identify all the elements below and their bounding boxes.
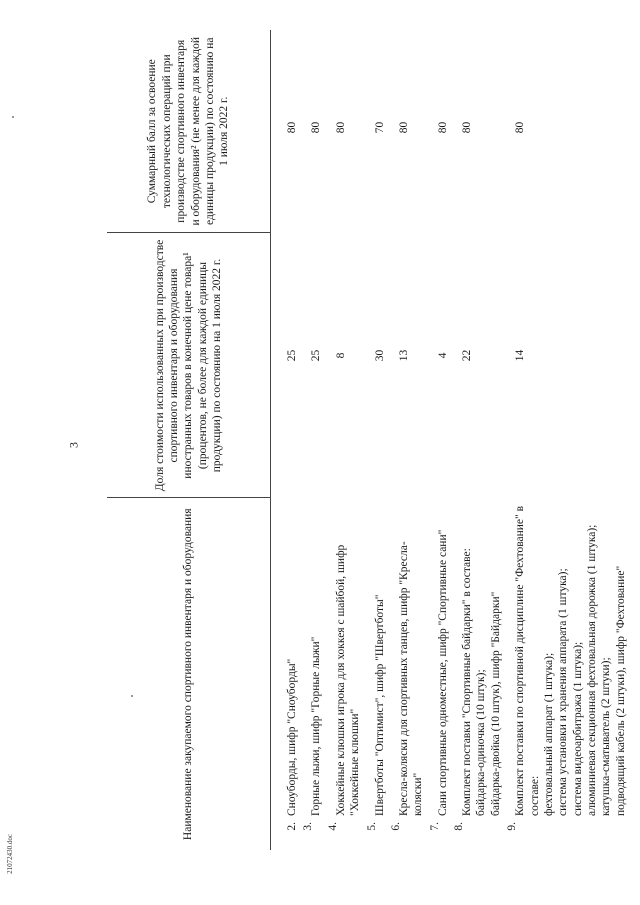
- row-number: 5.: [365, 822, 378, 831]
- row-equipment-name: Горные лыжи, шифр "Горные лыжи": [310, 636, 323, 816]
- row-technology-score: 80: [461, 121, 473, 134]
- row-equipment-name: Швертботы "Оптимист", шифр "Швертботы": [373, 594, 386, 816]
- row-equipment-name: Сноуборды, шифр "Сноуборды": [286, 658, 298, 816]
- row-foreign-goods-share: 8: [334, 352, 347, 359]
- equipment-requirements-table: [107, 30, 627, 850]
- row-number: 6.: [389, 822, 402, 831]
- table-header-row: [107, 30, 271, 850]
- row-foreign-goods-share: 25: [310, 349, 323, 362]
- table-row: [450, 30, 503, 850]
- row-number: 4.: [326, 822, 339, 831]
- table-row: [426, 30, 450, 850]
- row-number: 9.: [506, 822, 519, 831]
- row-technology-score: 70: [373, 121, 386, 134]
- header-foreign-goods-share: Доля стоимости использованных при производстве спортивного инвентаря и оборудования иностранных товаров в конечной цене товара¹ (процентов, не более для каждой единицы продукции) по состоянию на 1 июля 2022 г.: [107, 233, 271, 498]
- row-equipment-name: Хоккейные клюшки игрока для хоккея с шайбой, шифр "Хоккейные клюшки": [334, 544, 362, 816]
- row-technology-score: 80: [397, 121, 410, 134]
- row-foreign-goods-share: 14: [514, 349, 527, 362]
- row-technology-score: 80: [514, 121, 527, 134]
- row-equipment-name: Комплект поставки по спортивной дисциплине "Фехтование" в составе: фехтовальный аппарат (1 штука); система установки и хранения аппарата (1 штука); система видеоарбитража (1 штука); алюминиевая секционная фехтовальная дорожка (1 штука); катушка-сматыватель (2 штуки); подводящий кабель (2 штуки), шифр "Фехтование": [514, 506, 627, 816]
- page-number: 3: [66, 442, 81, 448]
- row-equipment-name: Комплект поставки "Спортивные байдарки" в составе: байдарка-одиночка (10 штук); байдарка-двойка (10 штук), шифр "Байдарки": [461, 548, 502, 816]
- table-row: [324, 30, 363, 850]
- table-row: [503, 30, 628, 850]
- row-equipment-name: Кресла-коляски для спортивных танцев, шифр "Кресла-коляски": [397, 541, 425, 816]
- row-foreign-goods-share: 30: [373, 349, 386, 362]
- table-row: [387, 30, 426, 850]
- row-foreign-goods-share: 4: [436, 352, 449, 359]
- row-number: 2.: [286, 822, 298, 831]
- scan-speck: [12, 116, 14, 118]
- table-row: [363, 30, 387, 850]
- row-foreign-goods-share: 13: [397, 349, 410, 362]
- row-technology-score: 80: [286, 121, 298, 134]
- row-number: 7.: [428, 822, 441, 831]
- header-equipment-name: Наименование закупаемого спортивного инвентаря и оборудования: [107, 498, 271, 850]
- table-row: [271, 30, 300, 850]
- row-number: 8.: [453, 822, 465, 831]
- row-technology-score: 80: [334, 121, 347, 134]
- row-foreign-goods-share: 22: [461, 349, 473, 362]
- row-foreign-goods-share: 25: [286, 349, 298, 362]
- table-body: [271, 30, 629, 850]
- header-technology-score: Суммарный балл за освоение технологических операций при производстве спортивного инвентаря и оборудования² (не менее для каждой единицы продукции) по состоянию на 1 июля 2022 г.: [107, 30, 271, 233]
- row-equipment-name: Сани спортивные одноместные, шифр "Спортивные сани": [436, 529, 449, 816]
- row-technology-score: 80: [436, 121, 449, 134]
- row-technology-score: 80: [310, 121, 323, 134]
- row-number: 3.: [302, 822, 315, 831]
- table-row: [299, 30, 323, 850]
- document-file-id: 21072430.doc: [6, 834, 14, 874]
